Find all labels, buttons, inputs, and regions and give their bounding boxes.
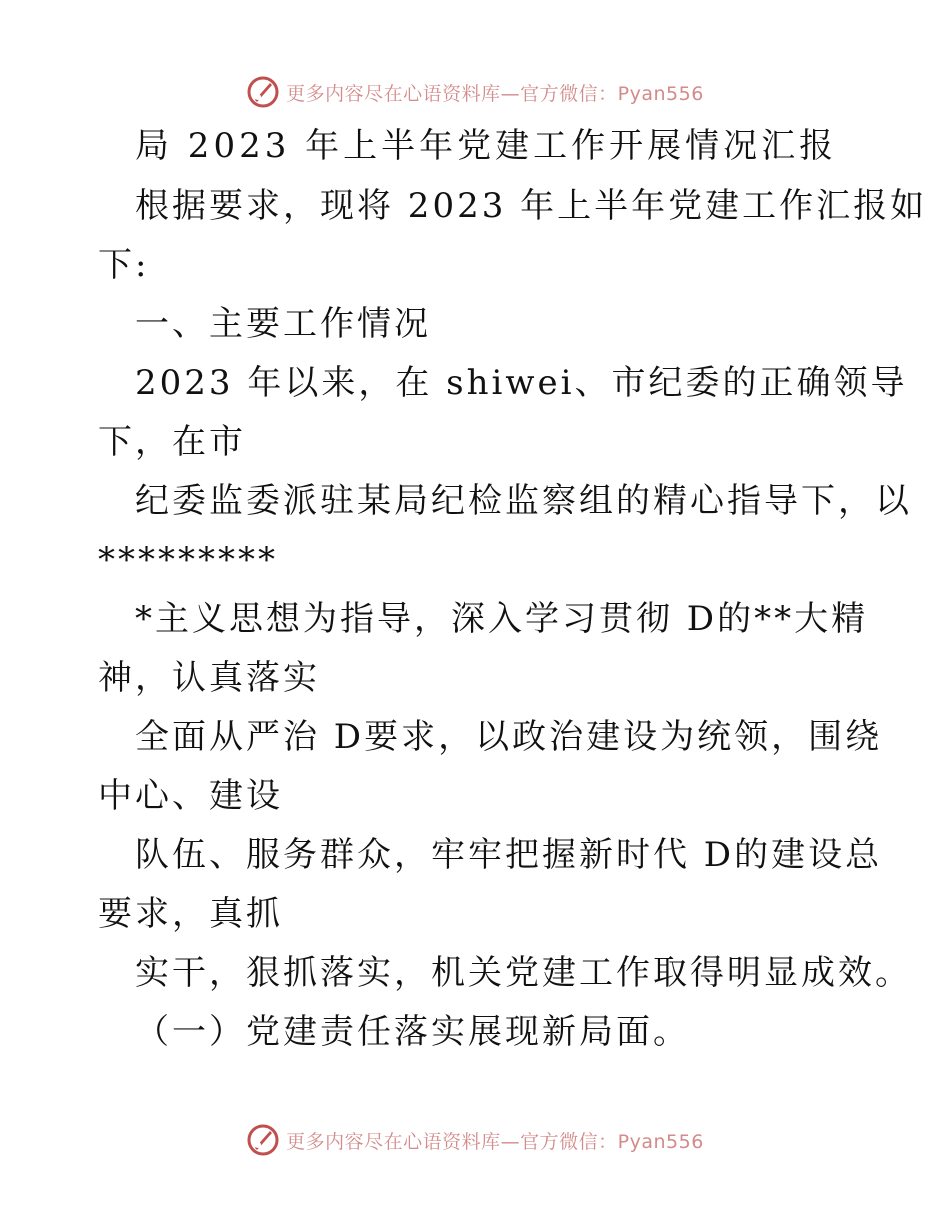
paragraph-line: *主义思想为指导，深入学习贯彻 D的**大精 [135, 599, 869, 639]
paragraph-line: 实干，狠抓落实，机关党建工作取得明显成效。 [135, 953, 912, 993]
header-watermark [0, 72, 950, 112]
watermark-text: 更多内容尽在心语资料库—官方微信：Pyan556 [286, 1130, 704, 1153]
quill-logo-icon [246, 1123, 280, 1157]
paragraph-line: ********* [98, 540, 278, 580]
paragraph-line: 队伍、服务群众，牢牢把握新时代 D的建设总 [135, 835, 883, 875]
document-title: 局 2023 年上半年党建工作开展情况汇报 [135, 126, 838, 166]
paragraph-line: 全面从严治 D要求，以政治建设为统领，围绕 [135, 717, 883, 757]
subsection-heading: （一）党建责任落实展现新局面。 [135, 1012, 690, 1052]
paragraph-line: 下，在市 [98, 422, 246, 462]
footer-watermark [0, 1120, 950, 1160]
section-heading: 一、主要工作情况 [135, 304, 431, 344]
paragraph-line: 根据要求，现将 2023 年上半年党建工作汇报如 [135, 186, 928, 226]
watermark-text: 更多内容尽在心语资料库—官方微信：Pyan556 [286, 82, 704, 105]
paragraph-line: 要求，真抓 [98, 894, 283, 934]
paragraph-line: 神，认真落实 [98, 658, 320, 698]
paragraph-line: 下: [98, 245, 150, 285]
paragraph-line: 纪委监委派驻某局纪检监察组的精心指导下，以 [135, 481, 912, 521]
paragraph-line: 2023 年以来，在 shiwei、市纪委的正确领导 [135, 363, 908, 403]
quill-logo-icon [246, 75, 280, 109]
paragraph-line: 中心、建设 [98, 776, 283, 816]
